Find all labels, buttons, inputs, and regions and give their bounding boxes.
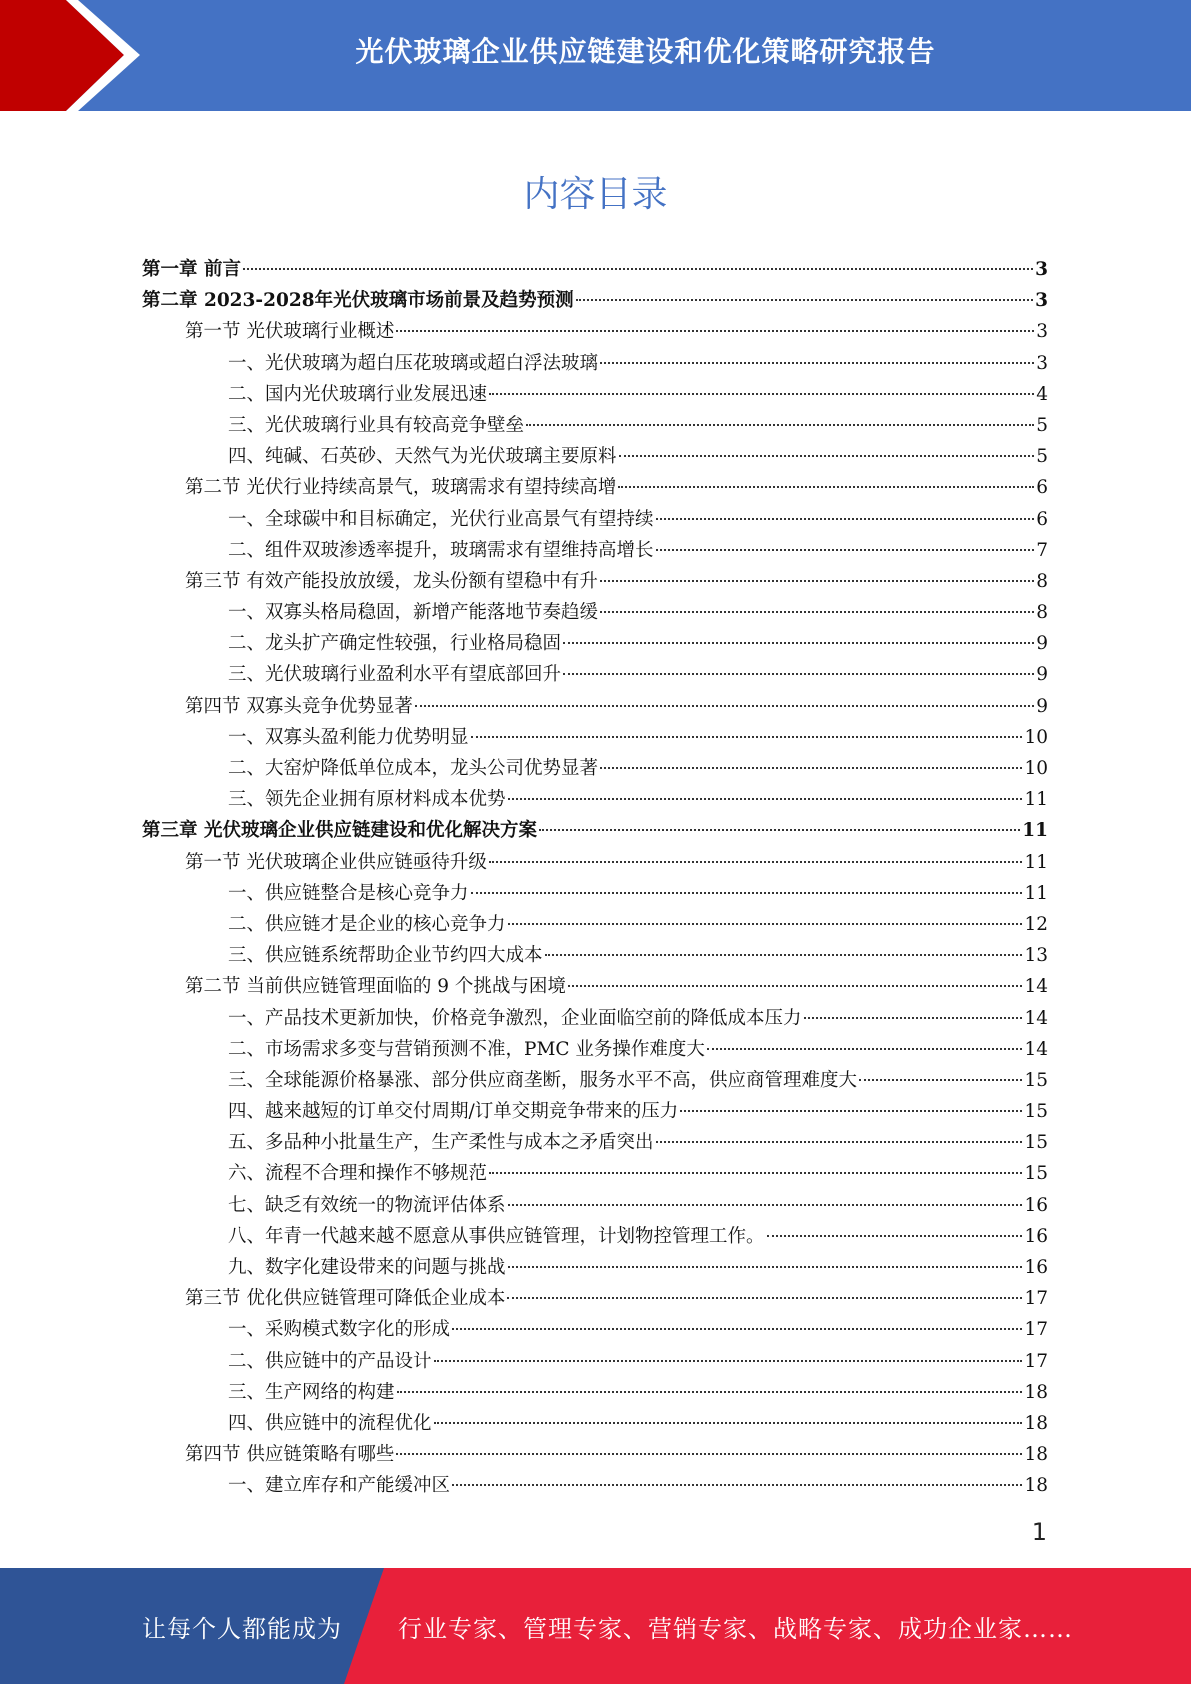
toc-entry[interactable]	[142, 254, 1048, 285]
toc-entry-page: 14	[1024, 1038, 1048, 1060]
toc-entry-page: 15	[1024, 1101, 1048, 1123]
toc-entry-page: 17	[1024, 1350, 1048, 1372]
toc-entry[interactable]	[142, 1190, 1048, 1221]
footer-slogan-right: 行业专家、管理专家、营销专家、战略专家、成功企业家……	[398, 1614, 1073, 1643]
toc-entry-page: 18	[1024, 1475, 1048, 1497]
toc-entry[interactable]	[142, 971, 1048, 1002]
toc-entry-title: 二、组件双玻渗透率提升，玻璃需求有望维持高增长	[228, 539, 654, 561]
toc-entry[interactable]	[142, 441, 1048, 472]
toc-dot-leader	[600, 611, 1034, 613]
toc-entry[interactable]	[142, 410, 1048, 441]
toc-dot-leader	[396, 1453, 1022, 1455]
toc-dot-leader	[452, 1328, 1022, 1330]
toc-entry-title: 二、国内光伏玻璃行业发展迅速	[228, 383, 488, 405]
toc-entry-page: 9	[1036, 664, 1048, 686]
toc-entry-title: 八、年青一代越来越不愿意从事供应链管理，计划物控管理工作。	[228, 1225, 765, 1247]
toc-entry-page: 17	[1024, 1288, 1048, 1310]
toc-entry-title: 一、产品技术更新加快，价格竞争激烈，企业面临空前的降低成本压力	[228, 1007, 802, 1029]
toc-entry-title: 第四节 双寡头竞争优势显著	[185, 695, 413, 717]
toc-entry[interactable]	[142, 597, 1048, 628]
toc-dot-leader	[507, 1297, 1022, 1299]
toc-entry-title: 三、全球能源价格暴涨、部分供应商垄断，服务水平不高，供应商管理难度大	[228, 1069, 858, 1091]
toc-entry-page: 12	[1024, 913, 1048, 935]
toc-entry-title: 二、供应链才是企业的核心竞争力	[228, 913, 506, 935]
toc-entry[interactable]	[142, 379, 1048, 410]
toc-dot-leader	[707, 1048, 1023, 1050]
toc-entry-title: 一、光伏玻璃为超白压花玻璃或超白浮法玻璃	[228, 352, 599, 374]
toc-entry-page: 3	[1035, 259, 1048, 280]
toc-entry[interactable]	[142, 784, 1048, 815]
toc-entry-title: 第三章 光伏玻璃企业供应链建设和优化解决方案	[142, 820, 537, 842]
toc-entry-title: 一、全球碳中和目标确定，光伏行业高景气有望持续	[228, 508, 654, 530]
toc-entry[interactable]	[142, 940, 1048, 971]
toc-dot-leader	[434, 1360, 1023, 1362]
toc-entry-page: 6	[1036, 508, 1048, 530]
toc-dot-leader	[563, 642, 1034, 644]
toc-dot-leader	[508, 1266, 1023, 1268]
toc-entry-page: 15	[1024, 1132, 1048, 1154]
toc-dot-leader	[656, 1141, 1023, 1143]
toc-entry-page: 18	[1024, 1381, 1048, 1403]
toc-dot-leader	[415, 705, 1034, 707]
toc-entry[interactable]	[142, 1127, 1048, 1158]
toc-entry[interactable]	[142, 1439, 1048, 1470]
toc-entry[interactable]	[142, 1096, 1048, 1127]
toc-dot-leader	[767, 1235, 1023, 1237]
toc-dot-leader	[508, 798, 1023, 800]
toc-entry[interactable]	[142, 1003, 1048, 1034]
toc-entry-page: 8	[1036, 602, 1048, 624]
toc-entry-title: 一、采购模式数字化的形成	[228, 1319, 451, 1341]
toc-dot-leader	[600, 362, 1034, 364]
toc-entry-title: 第三节 优化供应链管理可降低企业成本	[185, 1288, 506, 1310]
toc-dot-leader	[471, 736, 1023, 738]
toc-entry[interactable]	[142, 628, 1048, 659]
toc-entry[interactable]	[142, 1252, 1048, 1283]
toc-entry-title: 三、光伏玻璃行业具有较高竞争壁垒	[228, 414, 525, 436]
toc-heading: 内容目录	[523, 174, 668, 215]
toc-entry-page: 3	[1036, 321, 1048, 343]
toc-entry-page: 15	[1024, 1069, 1048, 1091]
toc-dot-leader	[397, 1391, 1023, 1393]
toc-dot-leader	[600, 767, 1022, 769]
toc-entry-page: 11	[1024, 882, 1048, 904]
toc-entry[interactable]	[142, 659, 1048, 690]
toc-entry[interactable]	[142, 348, 1048, 379]
toc-entry-title: 九、数字化建设带来的问题与挑战	[228, 1257, 506, 1278]
toc-dot-leader	[396, 330, 1034, 332]
toc-entry[interactable]	[142, 504, 1048, 535]
chevron-arrow-icon	[0, 0, 160, 111]
toc-entry[interactable]	[142, 815, 1048, 846]
toc-entry-title: 三、领先企业拥有原材料成本优势	[228, 789, 506, 811]
toc-entry[interactable]	[142, 1034, 1048, 1065]
toc-dot-leader	[804, 1017, 1023, 1019]
toc-entry-title: 二、市场需求多变与营销预测不准，PMC 业务操作难度大	[228, 1038, 705, 1060]
toc-dot-leader	[656, 518, 1035, 520]
toc-entry-page: 5	[1036, 414, 1048, 436]
toc-entry[interactable]	[142, 472, 1048, 503]
toc-entry-title: 一、供应链整合是核心竞争力	[228, 882, 469, 904]
report-title: 光伏玻璃企业供应链建设和优化策略研究报告	[355, 35, 936, 68]
toc-entry-title: 三、供应链系统帮助企业节约四大成本	[228, 945, 543, 967]
toc-dot-leader	[508, 923, 1023, 925]
toc-entry[interactable]	[142, 1221, 1048, 1252]
toc-entry[interactable]	[142, 285, 1048, 316]
toc-entry-page: 18	[1024, 1412, 1048, 1434]
toc-entry-page: 8	[1036, 570, 1048, 592]
toc-entry-page: 16	[1024, 1194, 1048, 1216]
toc-entry-page: 16	[1024, 1225, 1048, 1247]
toc-entry[interactable]	[142, 1065, 1048, 1096]
toc-entry-page: 18	[1024, 1444, 1048, 1466]
toc-dot-leader	[568, 985, 1023, 987]
toc-dot-leader	[618, 486, 1034, 488]
toc-entry[interactable]	[142, 1408, 1048, 1439]
toc-entry-page: 7	[1036, 539, 1048, 561]
toc-entry-page: 13	[1024, 945, 1048, 967]
toc-entry-page: 14	[1024, 976, 1048, 998]
toc-entry-title: 二、大窑炉降低单位成本，龙头公司优势显著	[228, 758, 599, 779]
footer-slogan-left: 让每个人都能成为	[142, 1614, 342, 1643]
toc-entry-page: 11	[1024, 789, 1048, 811]
toc-dot-leader	[545, 954, 1023, 956]
toc-dot-leader	[859, 1079, 1022, 1081]
toc-entry-title: 五、多品种小批量生产，生产柔性与成本之矛盾突出	[228, 1132, 654, 1154]
toc-entry-page: 5	[1036, 446, 1048, 468]
toc-entry-title: 一、双寡头格局稳固，新增产能落地节奏趋缓	[228, 602, 599, 624]
footer-band	[0, 1568, 1191, 1684]
toc-entry[interactable]	[142, 316, 1048, 347]
toc-entry-title: 第三节 有效产能投放放缓，龙头份额有望稳中有升	[185, 570, 598, 592]
toc-entry[interactable]	[142, 909, 1048, 940]
toc-entry-page: 9	[1036, 633, 1048, 655]
toc-entry-title: 三、生产网络的构建	[228, 1381, 395, 1403]
toc-entry[interactable]	[142, 878, 1048, 909]
toc-entry-title: 三、光伏玻璃行业盈利水平有望底部回升	[228, 664, 562, 686]
toc-entry[interactable]	[142, 1158, 1048, 1189]
toc-entry[interactable]	[142, 722, 1048, 753]
toc-entry-title: 第四节 供应链策略有哪些	[185, 1444, 395, 1466]
toc-entry[interactable]	[142, 566, 1048, 597]
toc-entry-page: 14	[1024, 1007, 1048, 1029]
toc-dot-leader	[489, 861, 1023, 863]
toc-dot-leader	[680, 1110, 1022, 1112]
toc-entry-page: 4	[1036, 383, 1048, 405]
toc-entry-title: 六、流程不合理和操作不够规范	[228, 1163, 488, 1185]
toc-entry-title: 第二章 2023-2028年光伏玻璃市场前景及趋势预测	[142, 290, 574, 312]
toc-entry[interactable]	[142, 1283, 1048, 1314]
toc-dot-leader	[656, 549, 1035, 551]
toc-dot-leader	[600, 580, 1034, 582]
toc-entry-page: 15	[1024, 1163, 1048, 1185]
toc-dot-leader	[619, 455, 1035, 457]
toc-entry-title: 第二节 光伏行业持续高景气，玻璃需求有望持续高增	[185, 477, 617, 499]
toc-entry-page: 16	[1024, 1257, 1048, 1278]
toc-entry-title: 四、越来越短的订单交付周期/订单交期竞争带来的压力	[228, 1101, 679, 1123]
toc-entry-title: 四、供应链中的流程优化	[228, 1412, 432, 1434]
toc-entry-title: 一、双寡头盈利能力优势明显	[228, 726, 469, 748]
toc-entry[interactable]	[142, 1377, 1048, 1408]
toc-dot-leader	[539, 829, 1020, 831]
toc-dot-leader	[471, 892, 1023, 894]
toc-dot-leader	[489, 393, 1034, 395]
page-number: 1	[1031, 1518, 1047, 1546]
toc-entry-page: 11	[1024, 851, 1048, 873]
header-band	[0, 0, 1191, 111]
toc-entry-title: 第一节 光伏玻璃行业概述	[185, 321, 395, 343]
toc-dot-leader	[434, 1422, 1023, 1424]
toc-entry-title: 第一章 前言	[142, 259, 241, 280]
toc-entry-title: 一、建立库存和产能缓冲区	[228, 1475, 451, 1497]
toc-entry[interactable]	[142, 535, 1048, 566]
toc-entry-page: 3	[1036, 352, 1048, 374]
toc-entry-title: 四、纯碱、石英砂、天然气为光伏玻璃主要原料	[228, 446, 617, 468]
toc-entry-page: 3	[1035, 290, 1048, 312]
toc-entry[interactable]	[142, 691, 1048, 722]
toc-entry-page: 9	[1036, 695, 1048, 717]
toc-entry-title: 二、供应链中的产品设计	[228, 1350, 432, 1372]
toc-dot-leader	[243, 268, 1033, 270]
toc-dot-leader	[489, 1172, 1022, 1174]
toc-entry-page: 10	[1024, 726, 1048, 748]
toc-entry[interactable]	[142, 1314, 1048, 1345]
toc-entry[interactable]	[142, 847, 1048, 878]
toc-dot-leader	[452, 1484, 1022, 1486]
toc-dot-leader	[576, 299, 1034, 301]
toc-entry-title: 第二节 当前供应链管理面临的 9 个挑战与困境	[185, 976, 566, 998]
table-of-contents	[142, 254, 1048, 1502]
toc-entry[interactable]	[142, 1470, 1048, 1501]
toc-entry[interactable]	[142, 1346, 1048, 1377]
toc-entry[interactable]	[142, 753, 1048, 784]
toc-entry-page: 6	[1036, 477, 1048, 499]
toc-dot-leader	[526, 424, 1034, 426]
toc-entry-title: 第一节 光伏玻璃企业供应链亟待升级	[185, 851, 487, 873]
toc-entry-title: 七、缺乏有效统一的物流评估体系	[228, 1194, 506, 1216]
toc-dot-leader	[563, 673, 1034, 675]
toc-entry-title: 二、龙头扩产确定性较强，行业格局稳固	[228, 633, 562, 655]
toc-dot-leader	[508, 1204, 1023, 1206]
toc-entry-page: 10	[1024, 758, 1048, 779]
toc-entry-page: 17	[1024, 1319, 1048, 1341]
toc-entry-page: 11	[1022, 820, 1048, 842]
